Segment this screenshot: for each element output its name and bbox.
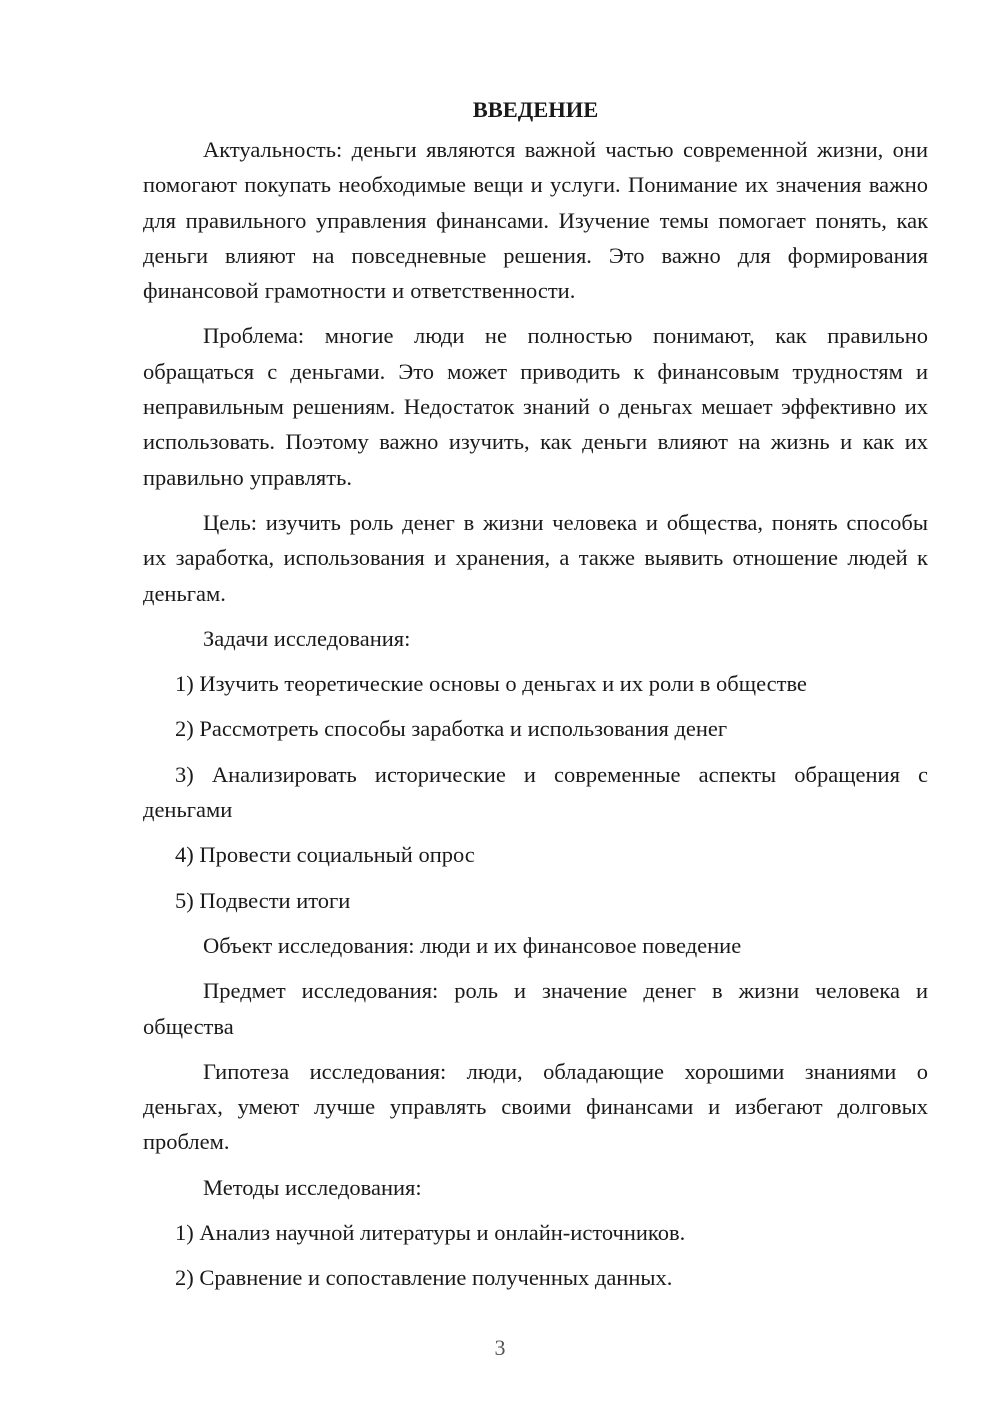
object-paragraph: Объект исследования: люди и их финансовое поведение <box>203 932 742 958</box>
section-title: ВВЕДЕНИЕ <box>472 97 599 122</box>
method-item: 2) Сравнение и сопоставление полученных данных. <box>175 1265 673 1291</box>
task-item: 3) Анализировать исторические и современные аспекты обращения с деньгами <box>143 761 928 823</box>
task-item: 4) Провести социальный опрос <box>175 842 475 868</box>
task-item: 1) Изучить теоретические основы о деньгах и их роли в обществе <box>175 671 807 697</box>
hypothesis-paragraph: Гипотеза исследования: люди, обладающие хорошими знаниями о деньгах, умеют лучше управлять своими финансами и избегают долговых проблем. <box>143 1058 928 1155</box>
relevance-paragraph: Актуальность: деньги являются важной частью современной жизни, они помогают покупать необходимые вещи и услуги. Понимание их значения важно для правильного управления финансами. Изучение темы помогает понять, как деньги влияют на повседневные решения. Это важно для формирования финансовой грамотности и ответственности. <box>143 137 928 304</box>
subject-paragraph: Предмет исследования: роль и значение денег в жизни человека и общества <box>143 978 928 1039</box>
method-item: 1) Анализ научной литературы и онлайн-источников. <box>175 1220 686 1246</box>
task-item: 2) Рассмотреть способы заработка и использования денег <box>175 716 728 742</box>
tasks-heading: Задачи исследования: <box>203 625 411 651</box>
methods-heading: Методы исследования: <box>203 1174 422 1200</box>
page-number: 3 <box>494 1335 506 1360</box>
task-item: 5) Подвести итоги <box>175 887 351 913</box>
problem-paragraph: Проблема: многие люди не полностью понимают, как правильно обращаться с деньгами. Это может приводить к финансовым трудностям и неправильным решениям. Недостаток знаний о деньгах мешает эффективно их использовать. Поэтому важно изучить, как деньги влияют на жизнь и как их правильно управлять. <box>143 323 928 490</box>
document-page <box>143 92 928 1306</box>
goal-paragraph: Цель: изучить роль денег в жизни человека и общества, понять способы их заработка, использования и хранения, а также выявить отношение людей к деньгам. <box>143 509 928 606</box>
